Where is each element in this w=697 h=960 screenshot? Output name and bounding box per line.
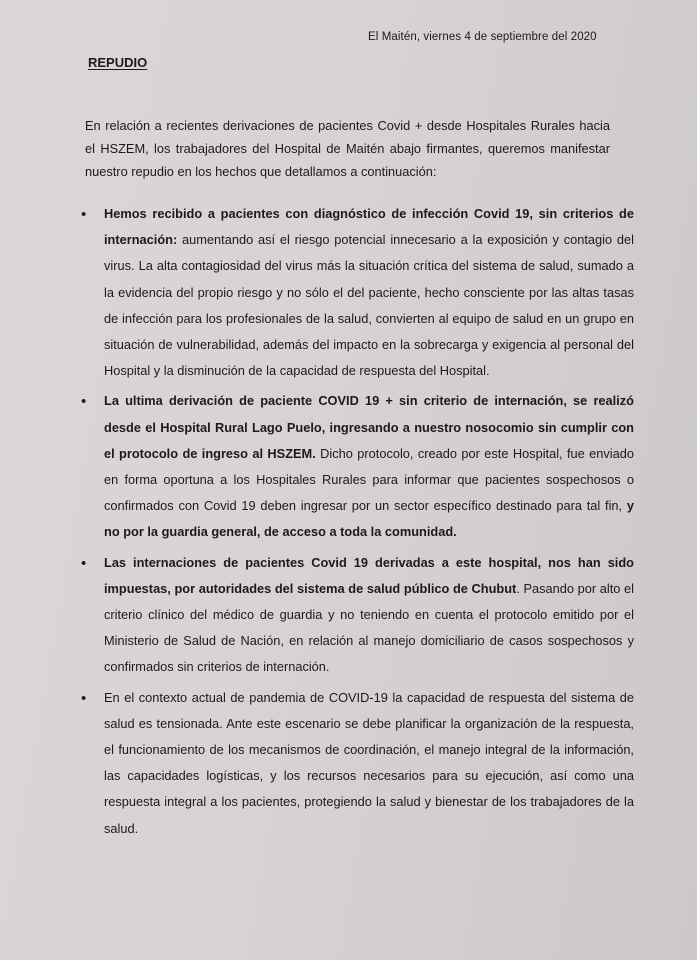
list-item: [74, 685, 634, 842]
list-item: [74, 388, 634, 545]
list-item: [74, 550, 634, 681]
item-bold-text: La ultima derivación de paciente COVID 19 + sin criterio de internación, se realizó desde el Hospital Rural Lago Puelo, ingresando a nuestro nosocomio sin cumplir con el protocolo de ingreso al HSZEM.: [104, 393, 634, 461]
item-bold-text: Las internaciones de pacientes Covid 19 derivadas a este hospital, nos han sido impuestas, por autoridades del sistema de salud público de Chubut: [104, 554, 634, 596]
bullet-icon: •: [81, 554, 87, 572]
item-text: . Pasando por alto el criterio clínico del médico de guardia y no teniendo en cuenta el protocolo emitido por el Ministerio de Salud de Nación, en relación al manejo domiciliario de casos sospechosos y confirmados sin criterios de internación.: [104, 580, 634, 675]
bullet-icon: •: [81, 393, 87, 411]
intro-paragraph: En relación a recientes derivaciones de pacientes Covid + desde Hospitales Rurales hacia el HSZEM, los trabajadores del Hospital de Maitén abajo firmantes, queremos manifestar nuestro repudio en los hechos que detallamos a continuación:: [85, 118, 610, 179]
item-text: En el contexto actual de pandemia de COVID-19 la capacidad de respuesta del sistema de salud es tensionada. Ante este escenario se debe planificar la organización de la respuesta, el funcionamiento de los mecanismos de coordinación, el manejo integral de la información, las capacidades logísticas, y los recursos necesarios para su ejecución, así como una respuesta integral a los pacientes, protegiendo la salud y bienestar de los trabajadores de la salud.: [104, 689, 634, 836]
document-title: REPUDIO: [88, 55, 148, 70]
bullet-list: [74, 201, 634, 846]
item-bold-text: Hemos recibido a pacientes con diagnóstico de infección Covid 19, sin criterios de internación:: [104, 206, 634, 248]
document-date: El Maitén, viernes 4 de septiembre del 2020: [368, 31, 597, 43]
item-text: Dicho protocolo, creado por este Hospital, fue enviado en forma oportuna a los Hospitales Rurales para informar que pacientes sospechosos o confirmados con Covid 19 deben ingresar por un sector específico destinado para tal fin,: [104, 445, 634, 514]
list-item: [74, 201, 634, 384]
bullet-icon: •: [81, 206, 87, 223]
item-text: aumentando así el riesgo potencial innecesario a la exposición y contagio del virus. La alta contagiosidad del virus más la situación crítica del sistema de salud, sumado a la evidencia del propio riesgo y no sólo el del paciente, hecho consciente por las altas tasas de infección para los profesionales de la salud, convierten al equipo de salud en un grupo en situación de vulnerabilidad, además del impacto en la sobrecarga y exigencia al personal del Hospital y la disminución de la capacidad de respuesta del Hospital.: [104, 232, 634, 379]
bullet-icon: •: [81, 689, 87, 707]
item-bold-text-2: y no por la guardia general, de acceso a toda la comunidad.: [104, 498, 634, 540]
